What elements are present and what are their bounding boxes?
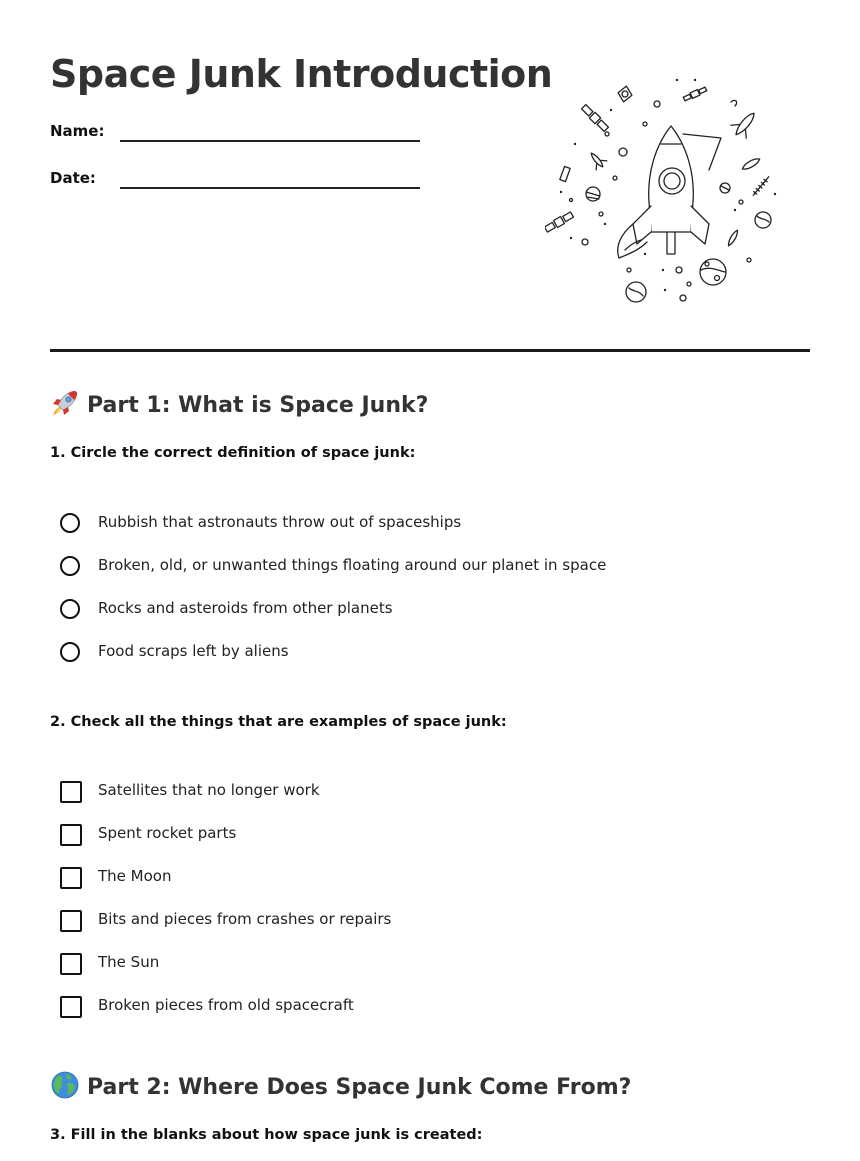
q1-option[interactable] bbox=[60, 512, 780, 538]
name-input-line[interactable] bbox=[120, 140, 420, 142]
rocket-in-space-illustration bbox=[545, 74, 785, 309]
worksheet-page bbox=[50, 0, 810, 1161]
q2-option[interactable] bbox=[60, 952, 780, 978]
q1-option-label: Rubbish that astronauts throw out of spaceships bbox=[98, 513, 462, 531]
checkbox[interactable] bbox=[60, 996, 82, 1018]
checkbox[interactable] bbox=[60, 910, 82, 932]
name-label: Name: bbox=[50, 122, 105, 140]
radio-circle[interactable] bbox=[60, 513, 80, 533]
q2-option[interactable] bbox=[60, 780, 780, 806]
q1-option[interactable] bbox=[60, 641, 780, 667]
page-title: Space Junk Introduction bbox=[50, 52, 553, 96]
part1-heading-text: Part 1: What is Space Junk? bbox=[87, 393, 429, 418]
question-2-prompt: 2. Check all the things that are examples of space junk: bbox=[50, 714, 507, 730]
radio-circle[interactable] bbox=[60, 599, 80, 619]
checkbox[interactable] bbox=[60, 824, 82, 846]
q2-option-label: The Sun bbox=[98, 953, 160, 971]
q1-option-label: Broken, old, or unwanted things floating around our planet in space bbox=[98, 556, 607, 574]
q2-option-label: Broken pieces from old spacecraft bbox=[98, 996, 354, 1014]
radio-circle[interactable] bbox=[60, 642, 80, 662]
part2-heading bbox=[50, 1070, 631, 1103]
q2-option[interactable] bbox=[60, 866, 780, 892]
date-label: Date: bbox=[50, 169, 96, 187]
part1-heading bbox=[50, 388, 428, 421]
question-3-prompt: 3. Fill in the blanks about how space junk is created: bbox=[50, 1127, 483, 1143]
radio-circle[interactable] bbox=[60, 556, 80, 576]
checkbox[interactable] bbox=[60, 781, 82, 803]
part2-heading-text: Part 2: Where Does Space Junk Come From? bbox=[87, 1075, 632, 1100]
q1-option[interactable] bbox=[60, 598, 780, 624]
q2-option[interactable] bbox=[60, 909, 780, 935]
checkbox[interactable] bbox=[60, 867, 82, 889]
checkbox[interactable] bbox=[60, 953, 82, 975]
question-1-prompt: 1. Circle the correct definition of space junk: bbox=[50, 445, 416, 461]
q2-option-label: Bits and pieces from crashes or repairs bbox=[98, 910, 392, 928]
q2-option-label: The Moon bbox=[98, 867, 172, 885]
date-input-line[interactable] bbox=[120, 187, 420, 189]
globe-emoji-icon bbox=[50, 1070, 80, 1100]
date-field bbox=[50, 169, 430, 199]
q2-option[interactable] bbox=[60, 995, 780, 1021]
q1-option[interactable] bbox=[60, 555, 780, 581]
q2-option-label: Spent rocket parts bbox=[98, 824, 237, 842]
section-divider bbox=[50, 349, 810, 352]
q2-option[interactable] bbox=[60, 823, 780, 849]
q2-option-label: Satellites that no longer work bbox=[98, 781, 320, 799]
rocket-emoji-icon bbox=[50, 388, 80, 418]
q1-option-label: Food scraps left by aliens bbox=[98, 642, 289, 660]
q1-option-label: Rocks and asteroids from other planets bbox=[98, 599, 393, 617]
name-field bbox=[50, 122, 430, 152]
